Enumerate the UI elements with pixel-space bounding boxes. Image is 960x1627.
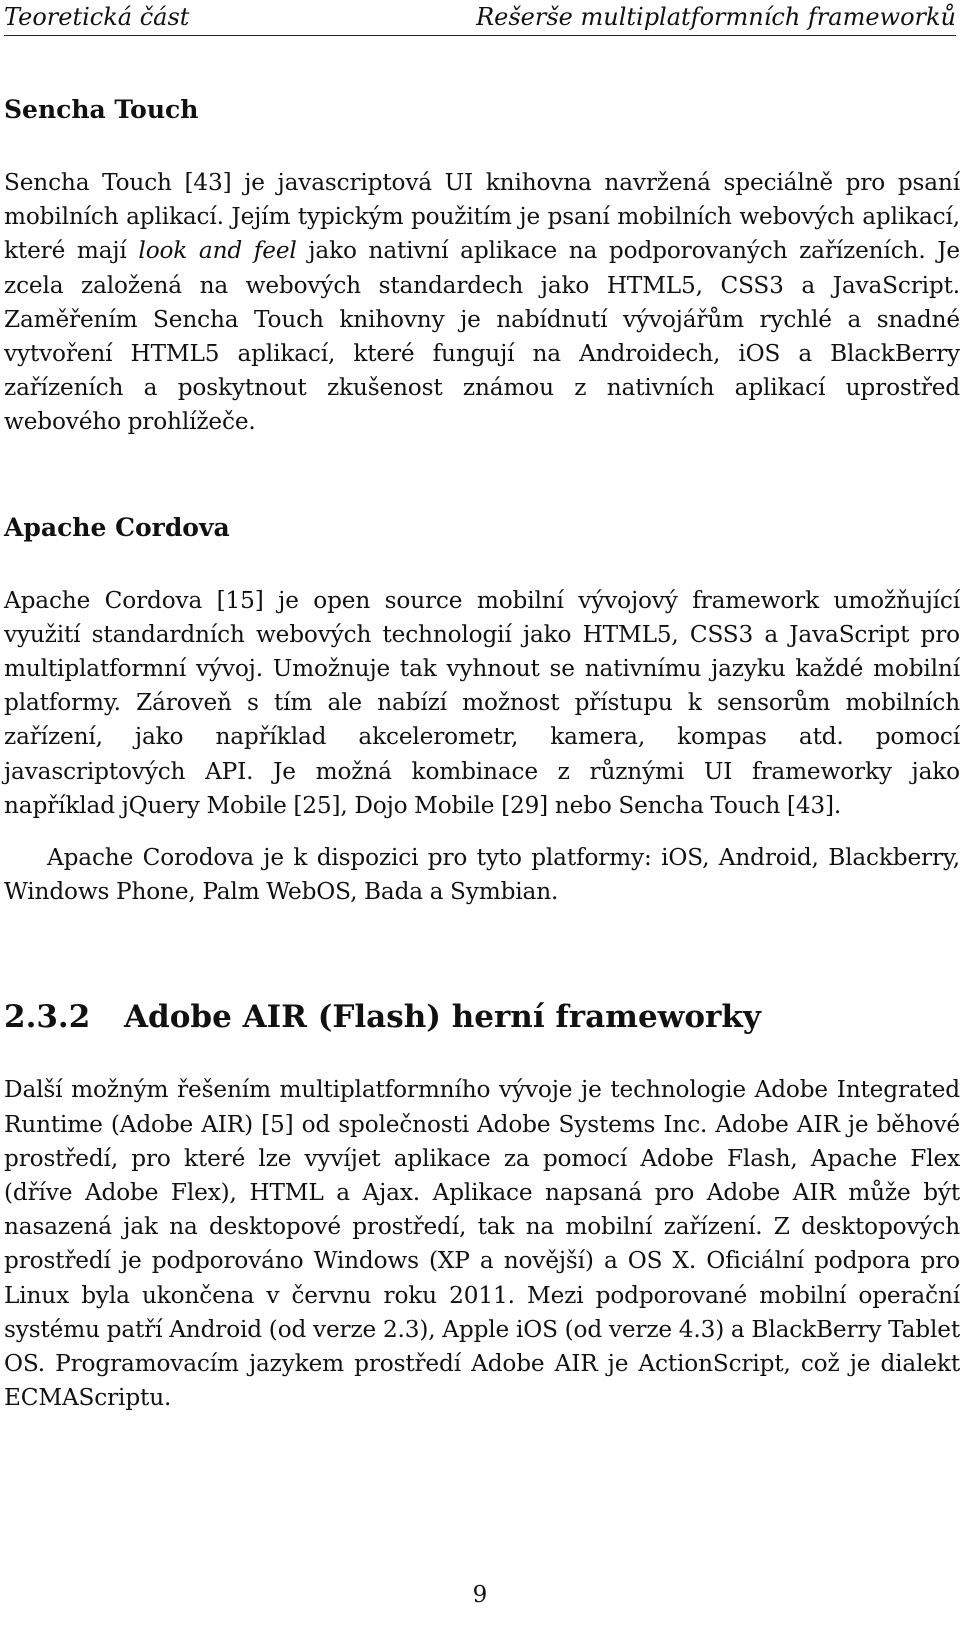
section-heading-adobe-air	[4, 995, 960, 1039]
header-chapter-title: Teoretická část	[4, 3, 190, 31]
header-section-title: Rešerše multiplatformních frameworků	[476, 3, 956, 31]
page-number: 9	[472, 1582, 488, 1608]
sencha-text-part2: jako nativní aplikace na podporovaných zařízeních. Je zcela založená na webových standardech jako HTML5, CSS3 a JavaScript. Zaměřením Sencha Touch knihovny je nabídnutí vývojářům rychlé a snadné vytvoření HTML5 aplikací, které fungují na Androidech, iOS a BlackBerry zařízeních a poskytnout zkušenost známou z nativních aplikací uprostřed webového prohlížeče.	[4, 237, 960, 436]
section-number: 2.3.2	[4, 999, 91, 1036]
sencha-touch-paragraph	[4, 166, 960, 440]
sencha-touch-heading: Sencha Touch	[4, 95, 199, 124]
header-rule	[4, 35, 956, 36]
section-title: Adobe AIR (Flash) herní frameworky	[124, 999, 761, 1036]
running-header	[4, 2, 956, 32]
apache-cordova-heading: Apache Cordova	[4, 512, 230, 542]
sencha-emphasis: look and feel	[138, 237, 297, 265]
apache-cordova-paragraph-2: Apache Corodova je k dispozici pro tyto platformy: iOS, Android, Blackberry, Windows Phone, Palm WebOS, Bada a Symbian.	[4, 844, 960, 906]
sencha-text-part1: Sencha Touch [43] je javascriptová UI knihovna navržená speciálně pro psaní mobilních aplikací. Jejím typickým použitím je psaní mobilních webových aplikací, které mají	[4, 169, 960, 265]
page-body	[4, 92, 960, 1415]
apache-cordova-paragraph-1: Apache Cordova [15] je open source mobilní vývojový framework umožňující využití standardních webových technologií jako HTML5, CSS3 a JavaScript pro multiplatformní vývoj. Umožnuje tak vyhnout se nativnímu jazyku každé mobilní platformy. Zároveň s tím ale nabízí možnost přístupu k sensorům mobilních zařízení, jako například akcelerometr, kamera, kompas atd. pomocí javascriptových API. Je možná kombinace z různými UI frameworky jako například jQuery Mobile [25], Dojo Mobile [29] nebo Sencha Touch [43].	[4, 586, 960, 819]
adobe-air-paragraph: Další možným řešením multiplatformního vývoje je technologie Adobe Integrated Runtime (Adobe AIR) [5] od společnosti Adobe Systems Inc. Adobe AIR je běhové prostředí, pro které lze vyvíjet aplikace za pomocí Adobe Flash, Apache Flex (dříve Adobe Flex), HTML a Ajax. Aplikace napsaná pro Adobe AIR může být nasazená jak na desktopové prostředí, tak na mobilní zařízení. Z desktopových prostředí je podporováno Windows (XP a novější) a OS X. Oficiální podpora pro Linux byla ukončena v červnu roku 2011. Mezi podporované mobilní operační systému patří Android (od verze 2.3), Apple iOS (od verze 4.3) a BlackBerry Tablet OS. Programovacím jazykem prostředí Adobe AIR je ActionScript, což je dialekt ECMAScriptu.	[4, 1076, 960, 1412]
